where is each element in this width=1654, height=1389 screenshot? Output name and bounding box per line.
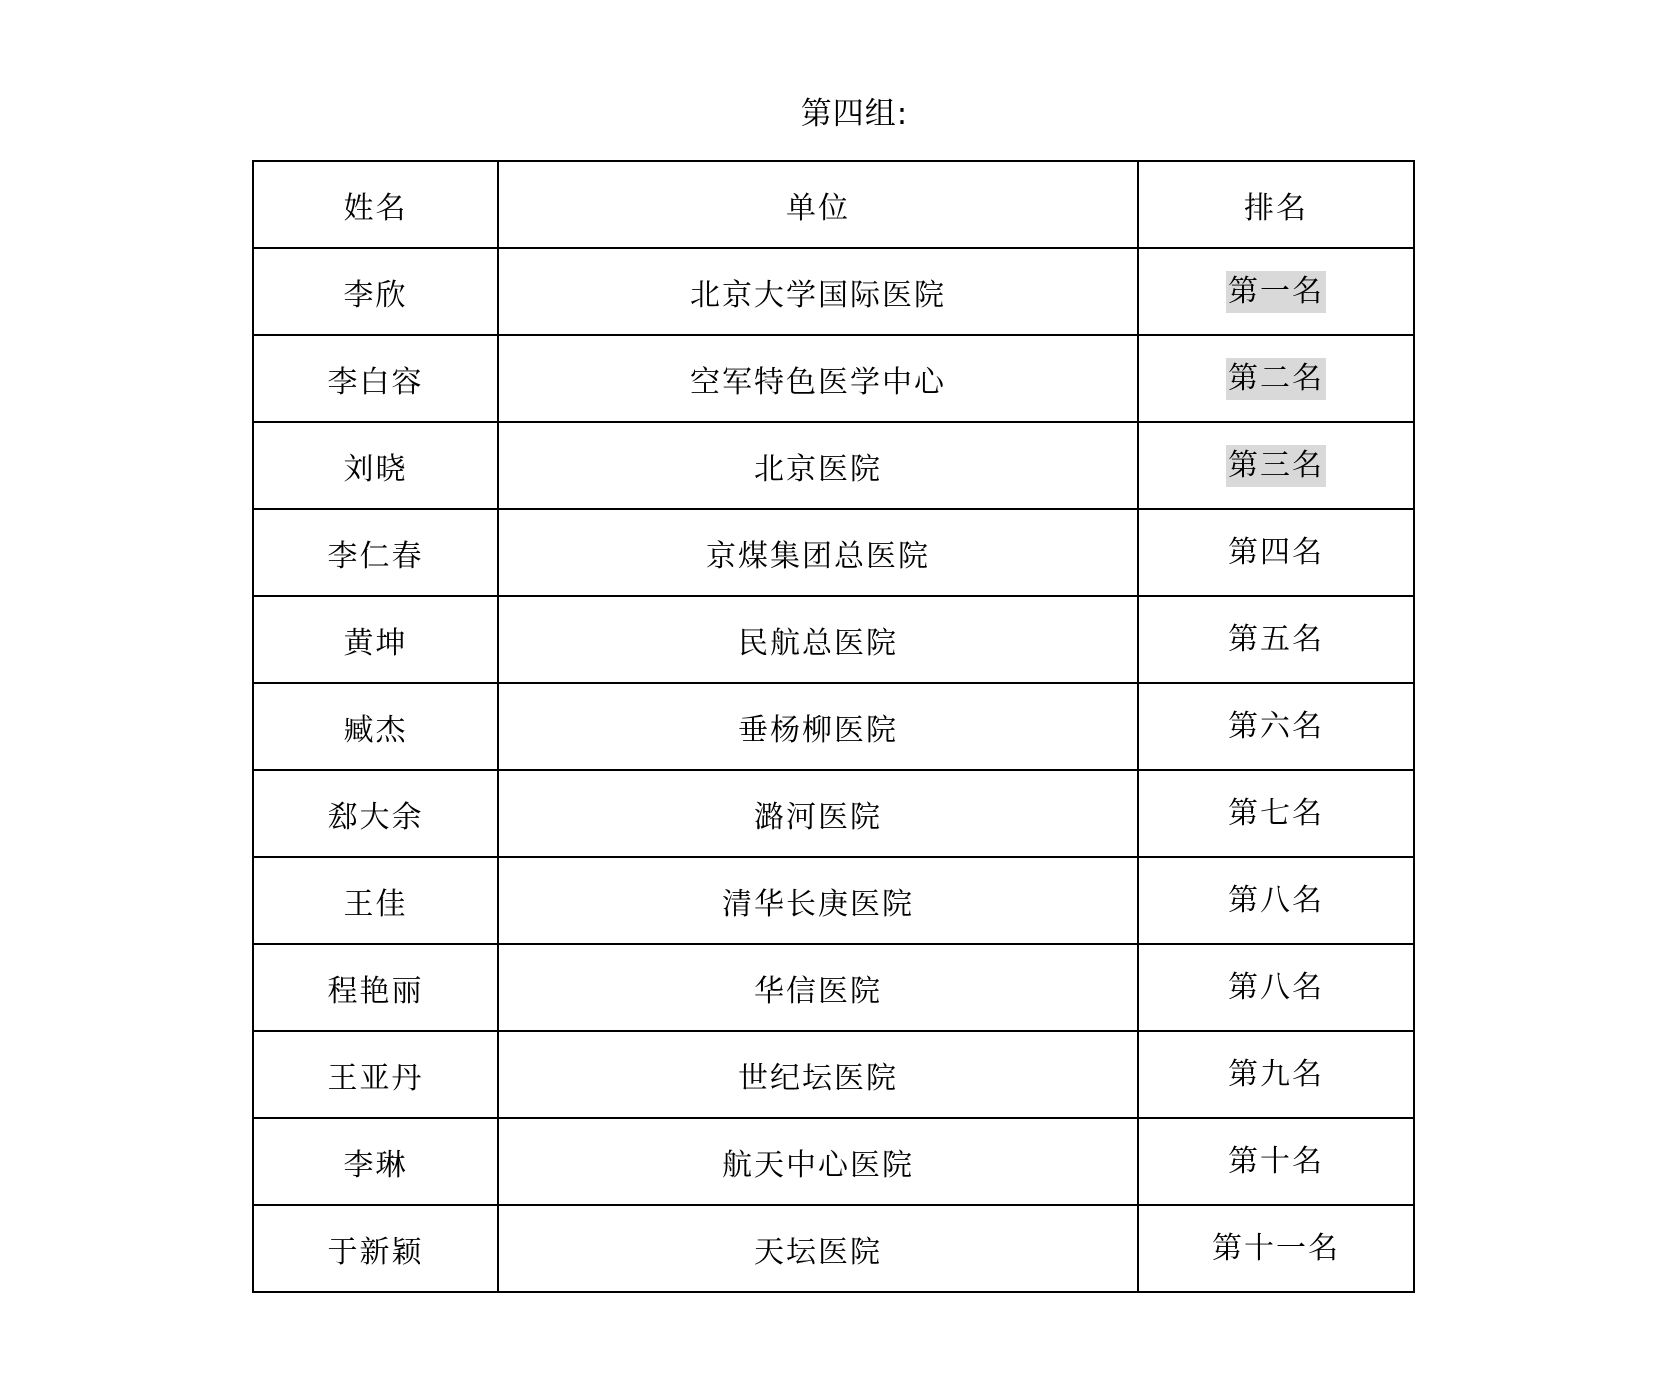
cell-name: 于新颖 — [253, 1205, 498, 1292]
cell-name: 郄大余 — [253, 770, 498, 857]
cell-rank — [1138, 596, 1414, 683]
cell-rank — [1138, 248, 1414, 335]
rank-text: 第五名 — [1228, 621, 1324, 657]
cell-name: 李琳 — [253, 1118, 498, 1205]
cell-unit: 清华长庚医院 — [498, 857, 1138, 944]
cell-name: 李仁春 — [253, 509, 498, 596]
cell-unit: 空军特色医学中心 — [498, 335, 1138, 422]
rank-text: 第十一名 — [1212, 1230, 1340, 1266]
cell-unit: 京煤集团总医院 — [498, 509, 1138, 596]
cell-unit: 民航总医院 — [498, 596, 1138, 683]
table-row — [253, 509, 1414, 596]
rank-text: 第二名 — [1226, 358, 1326, 400]
cell-name: 刘晓 — [253, 422, 498, 509]
cell-name: 臧杰 — [253, 683, 498, 770]
table-row — [253, 857, 1414, 944]
cell-unit: 北京医院 — [498, 422, 1138, 509]
table-row — [253, 1205, 1414, 1292]
cell-rank — [1138, 422, 1414, 509]
cell-unit: 潞河医院 — [498, 770, 1138, 857]
cell-unit: 北京大学国际医院 — [498, 248, 1138, 335]
cell-name: 李白容 — [253, 335, 498, 422]
rank-text: 第七名 — [1228, 795, 1324, 831]
rank-text: 第三名 — [1226, 445, 1326, 487]
cell-name: 程艳丽 — [253, 944, 498, 1031]
cell-name: 黄坤 — [253, 596, 498, 683]
cell-rank — [1138, 1205, 1414, 1292]
rank-text: 第八名 — [1228, 969, 1324, 1005]
table-row — [253, 335, 1414, 422]
ranking-table — [252, 160, 1415, 1293]
table-row — [253, 1118, 1414, 1205]
cell-unit: 世纪坛医院 — [498, 1031, 1138, 1118]
rank-text: 第六名 — [1228, 708, 1324, 744]
cell-rank — [1138, 335, 1414, 422]
cell-unit: 天坛医院 — [498, 1205, 1138, 1292]
cell-unit: 航天中心医院 — [498, 1118, 1138, 1205]
table-body — [253, 248, 1414, 1292]
document-title: 第四组: — [800, 96, 909, 132]
table-row — [253, 944, 1414, 1031]
cell-rank — [1138, 1118, 1414, 1205]
cell-name: 王佳 — [253, 857, 498, 944]
cell-rank — [1138, 770, 1414, 857]
rank-text: 第十名 — [1228, 1143, 1324, 1179]
cell-rank — [1138, 509, 1414, 596]
rank-text: 第九名 — [1228, 1056, 1324, 1092]
cell-rank — [1138, 944, 1414, 1031]
table-row — [253, 422, 1414, 509]
rank-text: 第八名 — [1228, 882, 1324, 918]
cell-unit: 华信医院 — [498, 944, 1138, 1031]
table-row — [253, 596, 1414, 683]
rank-text: 第一名 — [1226, 271, 1326, 313]
header-name: 姓名 — [253, 161, 498, 248]
rank-text: 第四名 — [1228, 534, 1324, 570]
cell-unit: 垂杨柳医院 — [498, 683, 1138, 770]
table-row — [253, 1031, 1414, 1118]
cell-rank — [1138, 857, 1414, 944]
cell-name: 王亚丹 — [253, 1031, 498, 1118]
table-row — [253, 248, 1414, 335]
header-rank: 排名 — [1138, 161, 1414, 248]
table-row — [253, 683, 1414, 770]
table-header-row — [253, 161, 1414, 248]
cell-name: 李欣 — [253, 248, 498, 335]
cell-rank — [1138, 683, 1414, 770]
table-row — [253, 770, 1414, 857]
cell-rank — [1138, 1031, 1414, 1118]
header-unit: 单位 — [498, 161, 1138, 248]
